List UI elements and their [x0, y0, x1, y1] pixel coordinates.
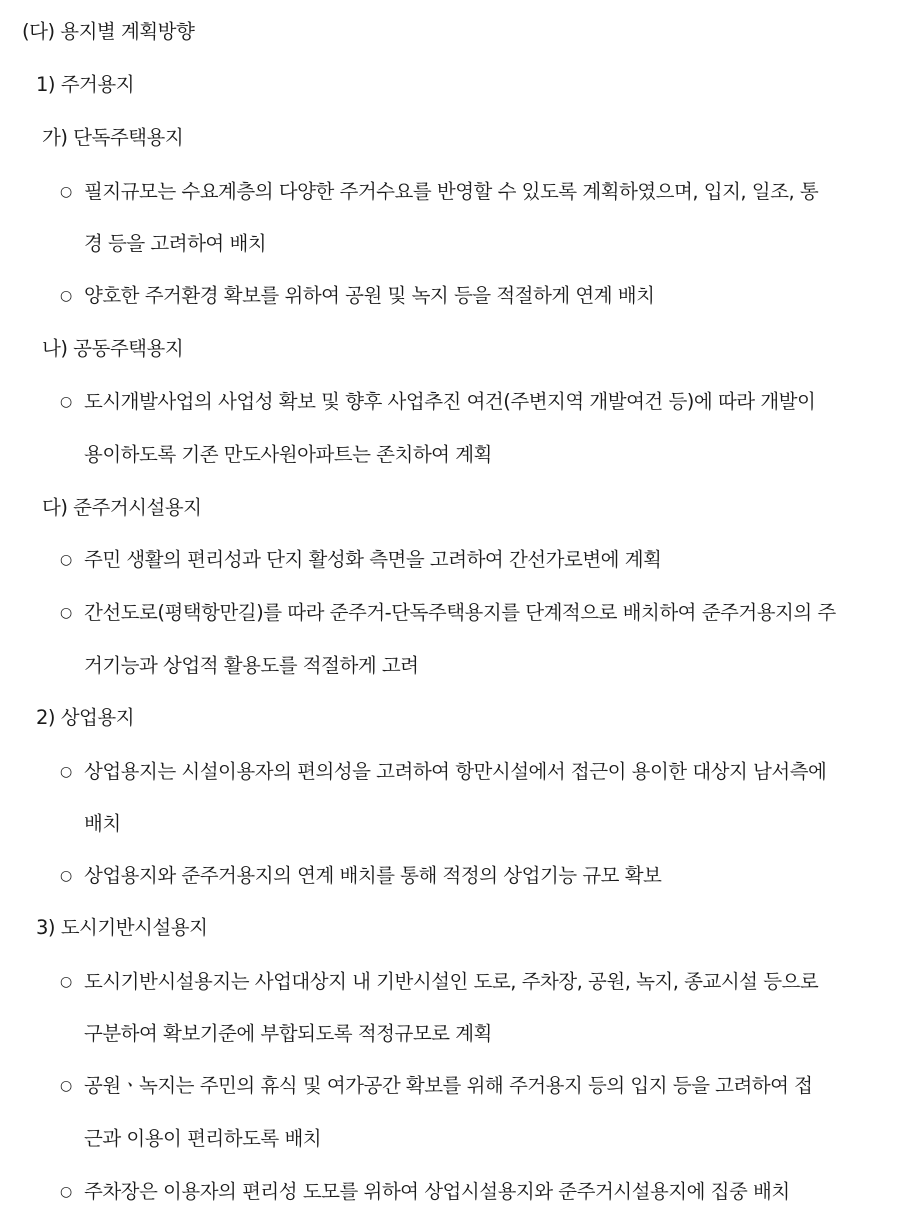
bullet-icon: ○	[60, 974, 72, 990]
bullet-icon: ○	[60, 288, 72, 304]
bullet-icon: ○	[60, 552, 72, 568]
list-item	[60, 548, 661, 572]
list-item-text: 간선도로(평택항만길)를 따라 준주거-단독주택용지를 단계적으로 배치하여 준주거용지의 주	[84, 601, 836, 624]
list-item	[60, 390, 815, 414]
group-heading-semi-residential: 다) 준주거시설용지	[42, 496, 202, 519]
list-item	[60, 864, 661, 888]
list-item	[60, 970, 818, 994]
list-item-continuation: 용이하도록 기존 만도사원아파트는 존치하여 계획	[84, 443, 492, 466]
list-item	[60, 1180, 790, 1204]
list-item-text: 필지규모는 수요계층의 다양한 주거수요를 반영할 수 있도록 계획하였으며, 입지, 일조, 통	[84, 180, 819, 203]
list-item	[60, 284, 654, 308]
list-item-text: 도시기반시설용지는 사업대상지 내 기반시설인 도로, 주차장, 공원, 녹지, 종교시설 등으로	[84, 970, 819, 993]
list-item-text: 상업용지는 시설이용자의 편의성을 고려하여 항만시설에서 접근이 용이한 대상지 남서측에	[84, 760, 827, 783]
subsection-heading-commercial: 2) 상업용지	[36, 706, 135, 729]
list-item	[60, 180, 882, 204]
group-heading-apartment-housing: 나) 공동주택용지	[42, 337, 184, 360]
section-heading: (다) 용지별 계획방향	[22, 20, 195, 43]
bullet-icon: ○	[60, 1184, 72, 1200]
list-item-text: 상업용지와 준주거용지의 연계 배치를 통해 적정의 상업기능 규모 확보	[84, 864, 662, 887]
group-heading-detached-housing: 가) 단독주택용지	[42, 126, 184, 149]
bullet-icon: ○	[60, 605, 72, 621]
list-item	[60, 1074, 813, 1098]
bullet-icon: ○	[60, 394, 72, 410]
bullet-icon: ○	[60, 868, 72, 884]
list-item-continuation: 구분하여 확보기준에 부합되도록 적정규모로 계획	[84, 1022, 492, 1045]
bullet-icon: ○	[60, 184, 72, 200]
subsection-heading-infrastructure: 3) 도시기반시설용지	[36, 916, 208, 939]
list-item-text: 공원ㆍ녹지는 주민의 휴식 및 여가공간 확보를 위해 주거용지 등의 입지 등을 고려하여 접	[84, 1074, 813, 1097]
list-item-text: 양호한 주거환경 확보를 위하여 공원 및 녹지 등을 적절하게 연계 배치	[84, 284, 655, 307]
list-item-text: 주차장은 이용자의 편리성 도모를 위하여 상업시설용지와 준주거시설용지에 집중 배치	[84, 1180, 790, 1203]
list-item-text: 주민 생활의 편리성과 단지 활성화 측면을 고려하여 간선가로변에 계획	[84, 548, 662, 571]
list-item-continuation: 경 등을 고려하여 배치	[84, 232, 267, 255]
bullet-icon: ○	[60, 1078, 72, 1094]
list-item-continuation: 근과 이용이 편리하도록 배치	[84, 1127, 322, 1150]
list-item	[60, 760, 826, 784]
bullet-icon: ○	[60, 764, 72, 780]
subsection-heading-residential: 1) 주거용지	[36, 73, 135, 96]
list-item-text: 도시개발사업의 사업성 확보 및 향후 사업추진 여건(주변지역 개발여건 등)에 따라 개발이	[84, 390, 816, 413]
list-item	[60, 601, 836, 625]
list-item-continuation: 거기능과 상업적 활용도를 적절하게 고려	[84, 654, 419, 677]
list-item-continuation: 배치	[84, 812, 121, 835]
